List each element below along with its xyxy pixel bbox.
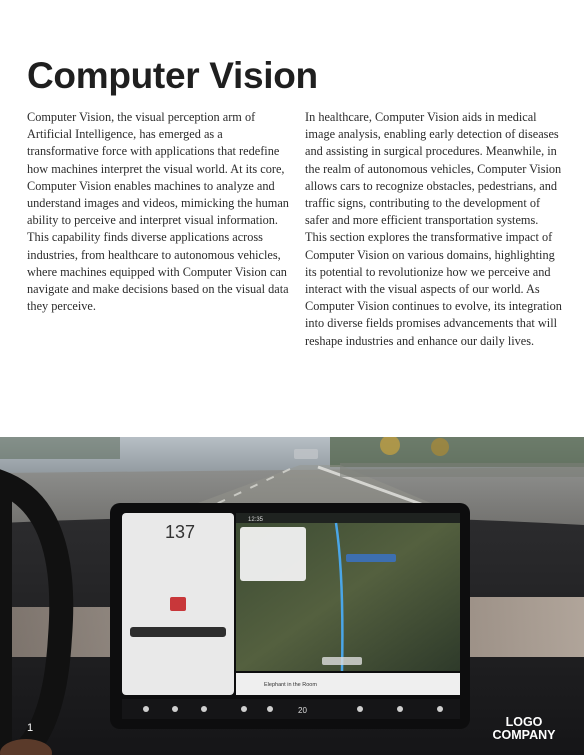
clock-readout: 12:35 xyxy=(248,517,264,523)
page-number: 1 xyxy=(27,722,34,734)
logo-line-1: LOGO xyxy=(505,715,543,729)
car-dashboard-photo xyxy=(0,437,584,755)
logo-line-2: COMPANY xyxy=(492,727,556,742)
company-logo xyxy=(491,716,557,741)
paragraph-left: Computer Vision, the visual perception arm of Artificial Intelligence, has emerged as a transformative force with applications that redefine how machines interpret the visual world. At its core, Computer Vision enables machines to analyze and understand images and videos, mimicking the human ability to perceive and interpret visual information. This capability finds diverse applications across industries, from healthcare to autonomous vehicles, where machines equipped with Computer Vision can navigate and make decisions based on the visual data they perceive. xyxy=(27,110,289,314)
car-dashboard-illustration xyxy=(0,437,584,755)
paragraph-right: In healthcare, Computer Vision aids in medical image analysis, enabling early detection of diseases and assisting in surgical procedures. Meanwhile, in the realm of autonomous vehicles, Computer Vision allows cars to recognize obstacles, pedestrians, and traffic signs, contributing to the development of safer and more efficient transportation systems. This section explores the transformative impact of Computer Vision on various domains, highlighting its potential to revolutionize how we perceive and interact with the visual aspects of our world. As Computer Vision continues to evolve, its integration into diverse fields promises advancements that will reshape industries and enhance our daily lives. xyxy=(305,110,562,348)
media-song-title: Elephant in the Room xyxy=(264,682,317,688)
page-title: Computer Vision xyxy=(27,55,318,96)
temperature-readout: 20 xyxy=(298,706,307,715)
speed-readout: 137 xyxy=(165,522,196,542)
